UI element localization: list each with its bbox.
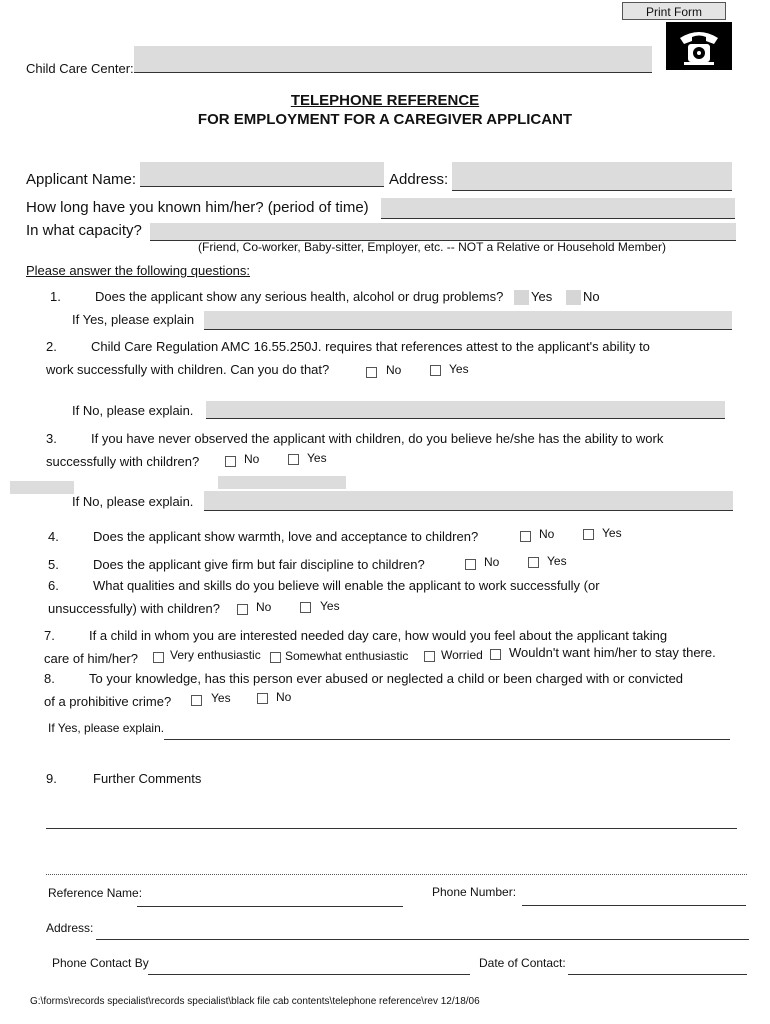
q5-yes-label: Yes [547,554,567,568]
q3-yes-label: Yes [307,451,327,465]
capacity-label: In what capacity? [26,222,142,239]
q5-yes-checkbox[interactable] [528,557,539,568]
q8-number: 8. [44,671,55,686]
known-period-label: How long have you known him/her? (period of time) [26,199,369,216]
q7-text-line2: care of him/her? [44,651,138,666]
q1-explain-label: If Yes, please explain [72,312,195,327]
blank-field-middle[interactable] [218,476,346,489]
q3-explain-input[interactable] [204,491,733,511]
file-path-footer: G:\forms\records specialist\records specialist\black file cab contents\telephone reference\rev 12/18/06 [30,996,480,1007]
q7-text-line1: If a child in whom you are interested needed day care, how would you feel about the applicant taking [89,628,668,643]
q9-text: Further Comments [93,771,202,786]
q2-text-line1: Child Care Regulation AMC 16.55.250J. requires that references attest to the applicant's ability to [91,339,650,354]
telephone-icon [666,22,732,70]
q2-no-checkbox[interactable] [366,367,377,378]
q2-number: 2. [46,339,57,354]
form-title: TELEPHONE REFERENCE [290,92,480,109]
applicant-address-input[interactable] [452,162,732,191]
q7-number: 7. [44,628,55,643]
q8-text-line2: of a prohibitive crime? [44,694,172,709]
q7-very-enthusiastic-checkbox[interactable] [153,652,164,663]
date-of-contact-input[interactable] [568,958,747,975]
q3-text-line2: successfully with children? [46,454,200,469]
q6-yes-label: Yes [320,599,340,613]
q8-yes-label: Yes [211,691,231,705]
applicant-name-label: Applicant Name: [26,171,137,188]
q5-number: 5. [48,557,59,572]
q4-no-label: No [539,527,555,541]
q1-no-checkbox[interactable] [566,290,581,305]
phone-number-label: Phone Number: [432,885,517,899]
q7-somewhat-enthusiastic-checkbox[interactable] [270,652,281,663]
q8-no-label: No [276,690,292,704]
q5-no-checkbox[interactable] [465,559,476,570]
q4-no-checkbox[interactable] [520,531,531,542]
print-form-button[interactable]: Print Form [622,2,726,20]
phone-number-input[interactable] [522,889,746,906]
q3-no-checkbox[interactable] [225,456,236,467]
q7-worried-label: Worried [441,648,483,662]
q6-no-label: No [256,600,272,614]
q1-no-label: No [583,289,600,304]
applicant-name-input[interactable] [140,162,384,187]
child-care-center-input[interactable] [134,46,652,73]
q6-yes-checkbox[interactable] [300,602,311,613]
q2-yes-label: Yes [449,362,469,376]
q1-text: Does the applicant show any serious health, alcohol or drug problems? [95,289,504,304]
q1-yes-label: Yes [531,289,553,304]
known-period-input[interactable] [381,198,735,219]
reference-address-input[interactable] [96,923,749,940]
q2-no-label: No [386,363,402,377]
q2-explain-input[interactable] [206,401,725,419]
reference-name-input[interactable] [137,890,403,907]
q6-number: 6. [48,578,59,593]
reference-address-label: Address: [46,921,94,935]
q7-wouldnt-want-checkbox[interactable] [490,649,501,660]
q4-yes-checkbox[interactable] [583,529,594,540]
phone-contact-by-label: Phone Contact By [52,956,149,970]
q4-text: Does the applicant show warmth, love and acceptance to children? [93,529,479,544]
q3-number: 3. [46,431,57,446]
q8-no-checkbox[interactable] [257,693,268,704]
q9-number: 9. [46,771,57,786]
q6-text-line1: What qualities and skills do you believe will enable the applicant to work successfully (or [93,578,600,593]
q8-explain-label: If Yes, please explain. [48,721,165,735]
q1-explain-input[interactable] [204,311,732,330]
q7-somewhat-enthusiastic-label: Somewhat enthusiastic [285,649,409,663]
q5-text: Does the applicant give firm but fair discipline to children? [93,557,425,572]
capacity-hint: (Friend, Co-worker, Baby-sitter, Employer, etc. -- NOT a Relative or Household Member) [198,240,666,254]
q1-yes-checkbox[interactable] [514,290,529,305]
q7-very-enthusiastic-label: Very enthusiastic [170,648,261,662]
q2-yes-checkbox[interactable] [430,365,441,376]
q4-yes-label: Yes [602,526,622,540]
q6-text-line2: unsuccessfully) with children? [48,601,220,616]
q8-text-line1: To your knowledge, has this person ever abused or neglected a child or been charged with or convicted [89,671,684,686]
q3-yes-checkbox[interactable] [288,454,299,465]
child-care-center-label: Child Care Center: [26,61,134,76]
q2-explain-label: If No, please explain. [72,403,194,418]
q7-wouldnt-want-label: Wouldn't want him/her to stay there. [509,645,716,660]
q3-no-label: No [244,452,260,466]
q3-explain-label: If No, please explain. [72,494,194,509]
phone-contact-by-input[interactable] [148,958,470,975]
comments-line-2[interactable] [46,860,747,875]
questions-intro: Please answer the following questions: [26,263,251,278]
q2-text-line2: work successfully with children. Can you do that? [46,362,330,377]
q6-no-checkbox[interactable] [237,604,248,615]
q1-number: 1. [50,289,61,304]
q5-no-label: No [484,555,500,569]
capacity-input[interactable] [150,223,736,241]
q7-worried-checkbox[interactable] [424,651,435,662]
address-label: Address: [389,171,449,188]
blank-field-left[interactable] [10,481,74,494]
form-subtitle: FOR EMPLOYMENT FOR A CAREGIVER APPLICANT [197,111,573,128]
comments-line-1[interactable] [46,812,737,829]
q4-number: 4. [48,529,59,544]
q3-text-line1: If you have never observed the applicant with children, do you believe he/she has the ability to work [91,431,664,446]
q8-explain-input[interactable] [164,723,730,740]
reference-name-label: Reference Name: [48,886,143,900]
q8-yes-checkbox[interactable] [191,695,202,706]
date-of-contact-label: Date of Contact: [479,956,566,970]
